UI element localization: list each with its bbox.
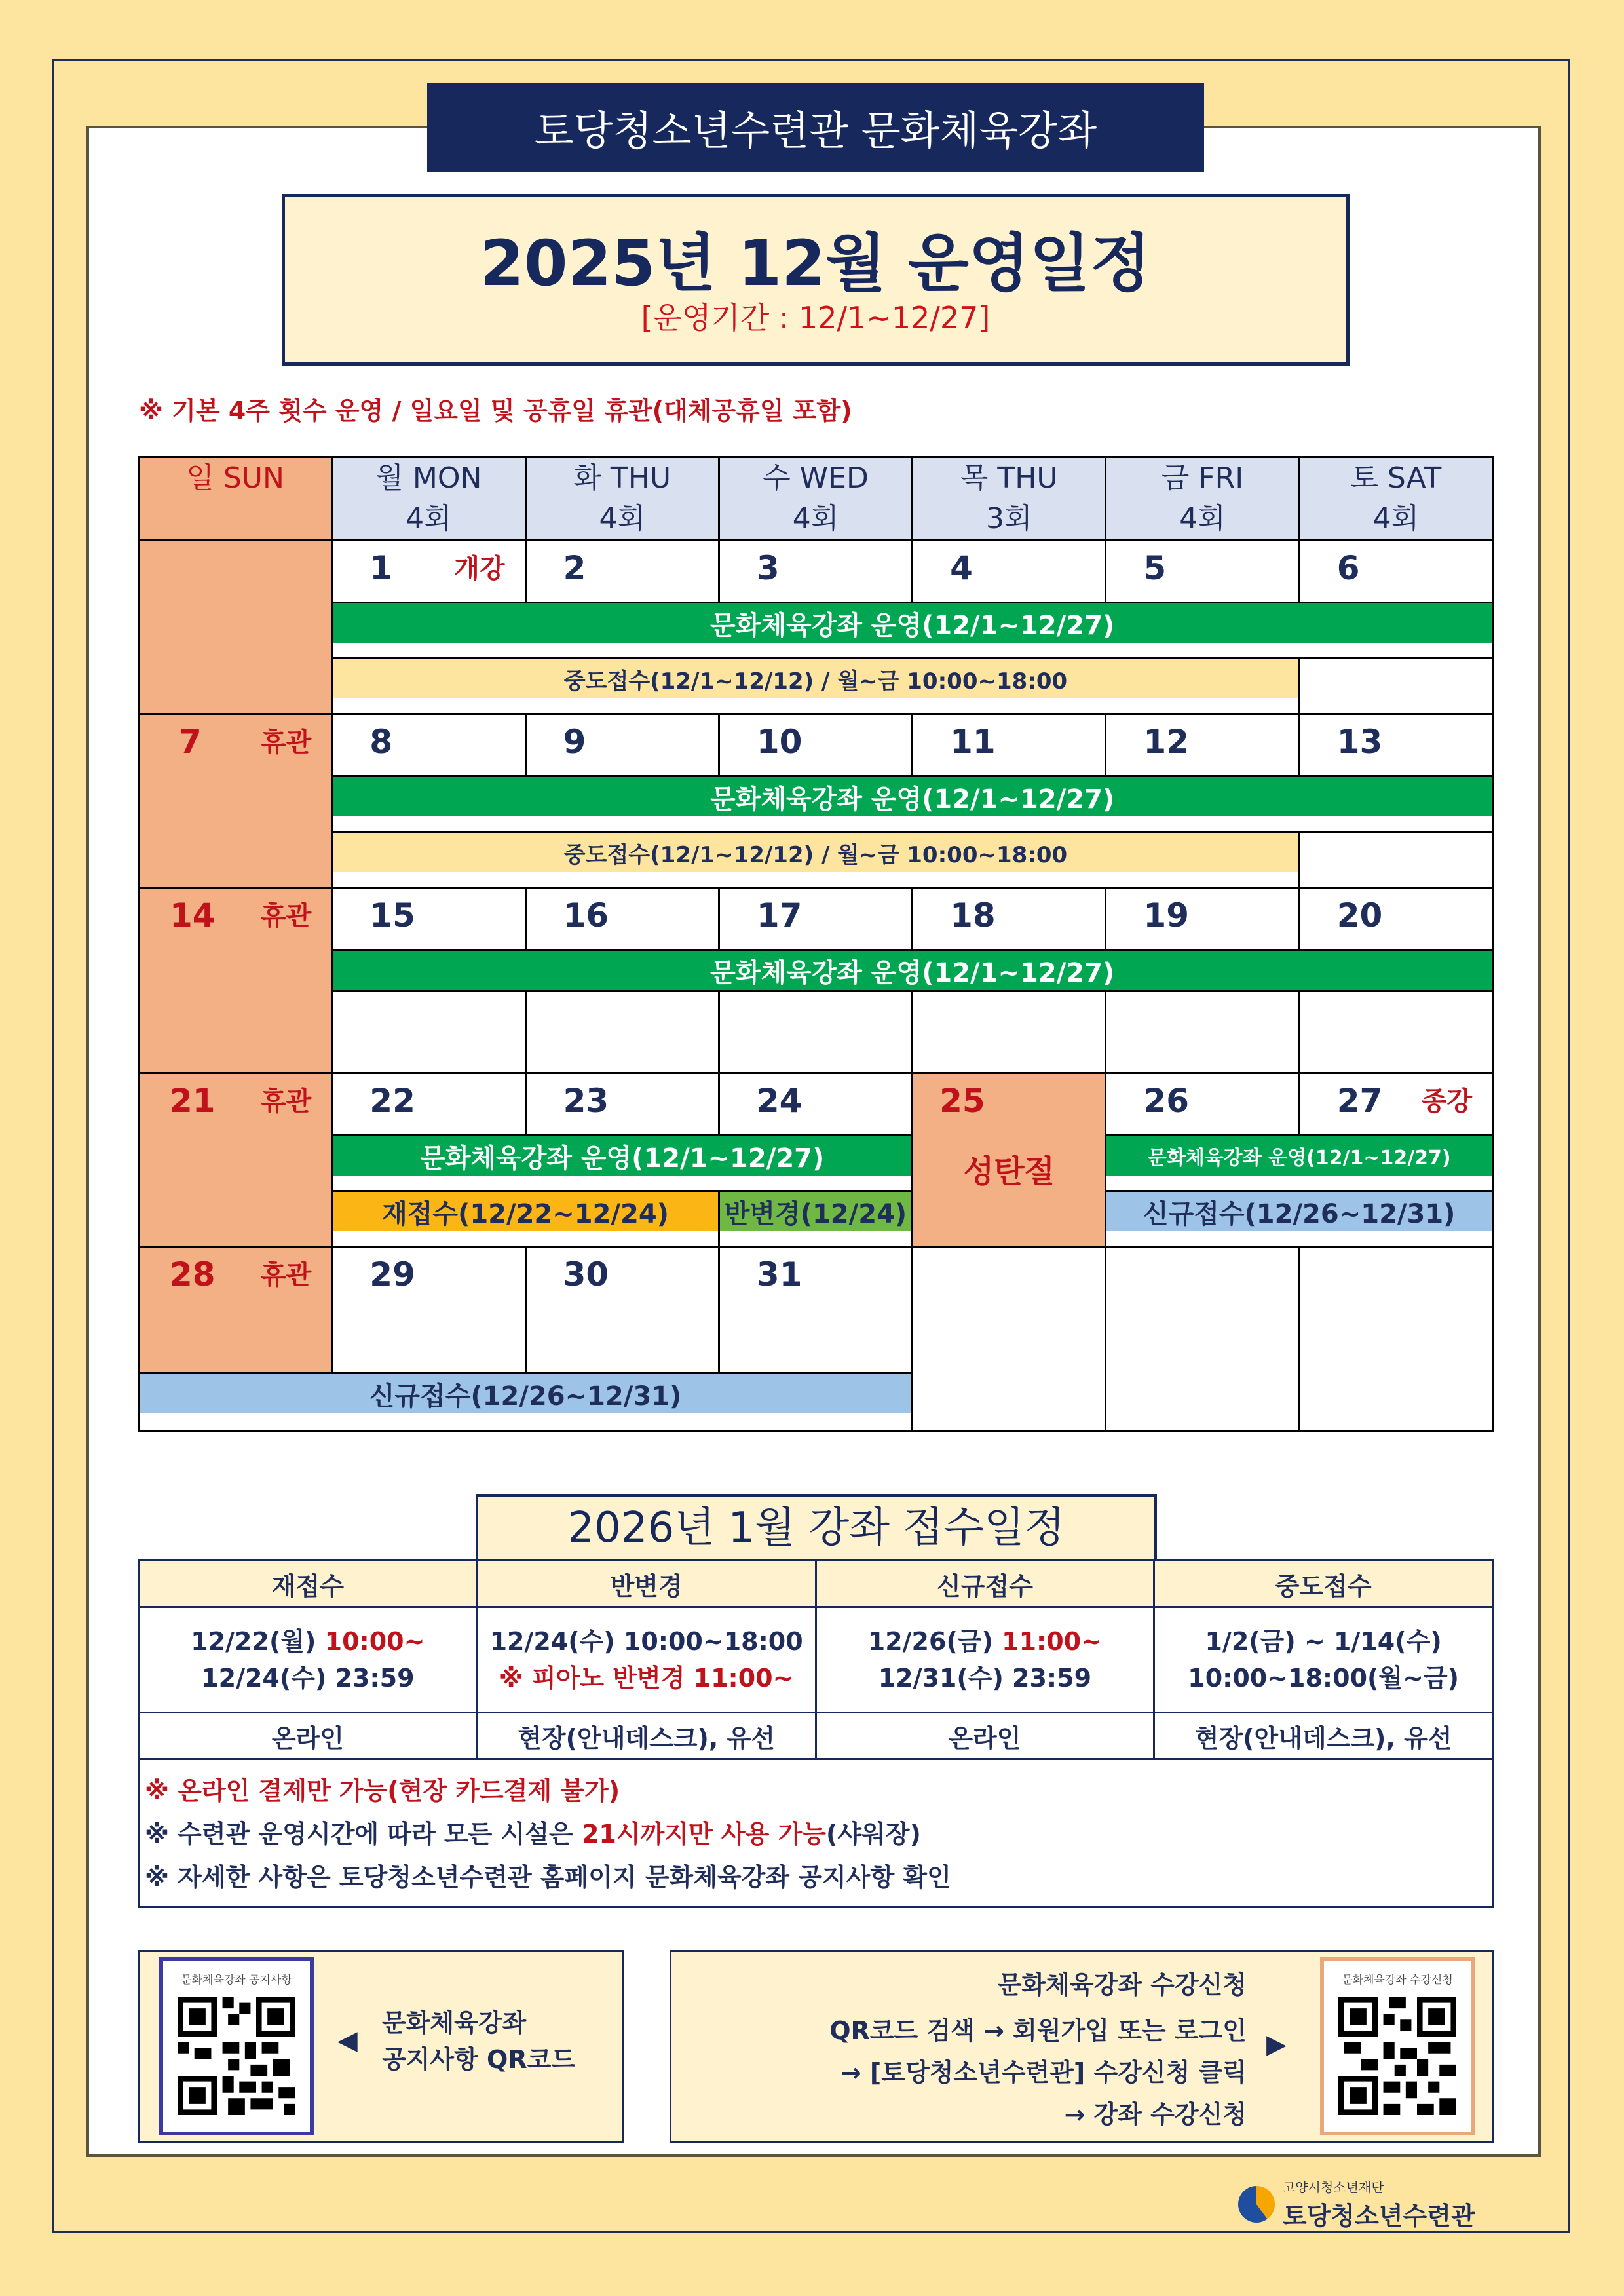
- operation-bar: 문화체육강좌 운영(12/1~12/27): [333, 1136, 911, 1176]
- bar-row: [332, 659, 1299, 714]
- day-cell: 11: [913, 714, 1106, 776]
- qr-notice[interactable]: 문화체육강좌 공지사항: [159, 1957, 314, 2135]
- bar-row: [332, 603, 1493, 659]
- header-tue: 화 THU 4회: [525, 457, 719, 541]
- day-cell-sunday: 7 휴관: [139, 714, 332, 888]
- holiday-label: 성탄절: [963, 1153, 1055, 1190]
- operation-bar: 문화체육강좌 운영(12/1~12/27): [1106, 1136, 1492, 1176]
- bar-row: [332, 776, 1493, 832]
- header-sun: 일 SUN: [139, 457, 332, 541]
- day-cell: 20: [1299, 888, 1492, 950]
- class-change-dates: 12/24(수) 10:00~18:00 ※ 피아노 반변경 11:00~: [477, 1607, 816, 1713]
- bar-row: [139, 1373, 913, 1432]
- week1-sun: [139, 541, 332, 714]
- schedule-table: [138, 1559, 1494, 1760]
- qr-code-icon: [178, 1997, 295, 2115]
- day-cell-empty: [913, 1247, 1106, 1432]
- day-cell: 30: [525, 1247, 719, 1373]
- class-change-method: 현장(안내데스크), 유선: [477, 1713, 816, 1759]
- day-cell: 8: [332, 714, 525, 776]
- day-cell: 9: [525, 714, 719, 776]
- logo-icon: [1238, 2186, 1275, 2223]
- day-cell: 24: [719, 1073, 912, 1136]
- midway-bar: 중도접수(12/1~12/12) / 월~금 10:00~18:00: [333, 833, 1298, 872]
- bar-row: [1106, 1191, 1493, 1247]
- operation-period: [운영기간 : 12/1~12/27]: [641, 300, 991, 335]
- new-enroll-bar: 신규접수(12/26~12/31): [1106, 1192, 1492, 1231]
- col-reenroll: 재접수: [139, 1561, 478, 1607]
- day-cell: 12: [1106, 714, 1299, 776]
- header-thu: 목 THU 3회: [913, 457, 1106, 541]
- qr-signup[interactable]: 문화체육강좌 수강신청: [1320, 1957, 1475, 2135]
- day-cell: 26: [1106, 1073, 1299, 1136]
- new-enroll-method: 온라인: [816, 1713, 1154, 1759]
- day-cell: 27 종강: [1299, 1073, 1492, 1136]
- bar-row: [1106, 1136, 1493, 1191]
- day-cell: 29: [332, 1247, 525, 1373]
- bar-row: [719, 1191, 912, 1247]
- new-enroll-bar: 신규접수(12/26~12/31): [140, 1374, 911, 1413]
- signup-title: 문화체육강좌 수강신청: [997, 1970, 1247, 1999]
- note-details: ※ 자세한 사항은 토당청소년수련관 홈페이지 문화체육강좌 공지사항 확인: [145, 1863, 951, 1892]
- note-hours: ※ 수련관 운영시간에 따라 모든 시설은 21시까지만 사용 가능(샤워장): [145, 1820, 921, 1848]
- day-cell: 10: [719, 714, 912, 776]
- day-cell-sunday: 14 휴관: [139, 888, 332, 1073]
- day-cell-holiday: 25 성탄절: [913, 1073, 1106, 1247]
- arrow-right-icon: ▶: [1266, 2029, 1287, 2059]
- schedule-title: 2026년 1월 강좌 접수일정: [476, 1494, 1157, 1562]
- notes-box: [138, 1756, 1494, 1908]
- day-cell: 5: [1106, 541, 1299, 603]
- operation-bar: 문화체육강좌 운영(12/1~12/27): [333, 777, 1492, 816]
- col-new-enroll: 신규접수: [816, 1561, 1154, 1607]
- signup-step1: QR코드 검색 → 회원가입 또는 로그인: [829, 2016, 1247, 2045]
- note-payment: ※ 온라인 결제만 가능(현장 카드결제 불가): [145, 1776, 620, 1805]
- midway-bar: 중도접수(12/1~12/12) / 월~금 10:00~18:00: [333, 659, 1298, 698]
- page-title: 2025년 12월 운영일정: [480, 227, 1152, 300]
- day-cell: 18: [913, 888, 1106, 950]
- midway-dates: 1/2(금) ~ 1/14(수) 10:00~18:00(월~금): [1154, 1607, 1493, 1713]
- operation-bar: 문화체육강좌 운영(12/1~12/27): [333, 603, 1492, 643]
- new-enroll-dates: 12/26(금) 11:00~ 12/31(수) 23:59: [816, 1607, 1154, 1713]
- day-cell: 6: [1299, 541, 1492, 603]
- header-fri: 금 FRI 4회: [1106, 457, 1299, 541]
- header-sat: 토 SAT 4회: [1299, 457, 1492, 541]
- bar-row: [332, 832, 1299, 888]
- reenroll-method: 온라인: [139, 1713, 478, 1759]
- day-cell: 31: [719, 1247, 912, 1373]
- day-cell: 16: [525, 888, 719, 950]
- col-class-change: 반변경: [477, 1561, 816, 1607]
- day-cell: 17: [719, 888, 912, 950]
- bar-row: [332, 950, 1493, 991]
- bar-row: [332, 1191, 719, 1247]
- class-change-bar: 반변경(12/24): [720, 1192, 911, 1231]
- col-midway: 중도접수: [1154, 1561, 1493, 1607]
- qr-notice-box: [138, 1950, 624, 2143]
- signup-step2: → [토당청소년수련관] 수강신청 클릭: [840, 2058, 1247, 2087]
- reenroll-bar: 재접수(12/22~12/24): [333, 1192, 718, 1231]
- day-cell-empty: [1106, 1247, 1299, 1432]
- day-cell: 15: [332, 888, 525, 950]
- day-cell: 2: [525, 541, 719, 603]
- header-mon: 월 MON 4회: [332, 457, 525, 541]
- bar-row: [332, 1136, 913, 1191]
- org-logo: [1238, 2178, 1500, 2230]
- title-box: [282, 194, 1350, 366]
- day-cell: 1 개강: [332, 541, 525, 603]
- operation-bar: 문화체육강좌 운영(12/1~12/27): [333, 951, 1492, 990]
- day-cell: 19: [1106, 888, 1299, 950]
- day-cell: 13: [1299, 714, 1492, 776]
- day-cell-sunday: 28 휴관: [139, 1247, 332, 1373]
- signup-step3: → 강좌 수강신청: [1064, 2100, 1247, 2129]
- day-cell: 22: [332, 1073, 525, 1136]
- day-cell: 4: [913, 541, 1106, 603]
- qr-notice-label1: 문화체육강좌: [382, 2008, 527, 2037]
- calendar-table: [138, 456, 1494, 1432]
- day-cell: 3: [719, 541, 912, 603]
- day-cell-empty: [1299, 1247, 1492, 1432]
- day-cell: 23: [525, 1073, 719, 1136]
- header-wed: 수 WED 4회: [719, 457, 912, 541]
- reenroll-dates: 12/22(월) 10:00~ 12/24(수) 23:59: [139, 1607, 478, 1713]
- operation-note: ※ 기본 4주 횟수 운영 / 일요일 및 공휴일 휴관(대체공휴일 포함): [139, 396, 852, 425]
- logo-org: 고양시청소년재단: [1283, 2179, 1384, 2195]
- logo-name: 토당청소년수련관: [1283, 2202, 1475, 2230]
- arrow-left-icon: ◀: [337, 2025, 358, 2056]
- qr-notice-label2: 공지사항 QR코드: [382, 2045, 576, 2074]
- midway-method: 현장(안내데스크), 유선: [1154, 1713, 1493, 1759]
- top-banner: 토당청소년수련관 문화체육강좌: [427, 83, 1204, 172]
- qr-signup-box: [670, 1950, 1494, 2143]
- day-cell-sunday: 21 휴관: [139, 1073, 332, 1247]
- qr-code-icon: [1338, 1997, 1456, 2115]
